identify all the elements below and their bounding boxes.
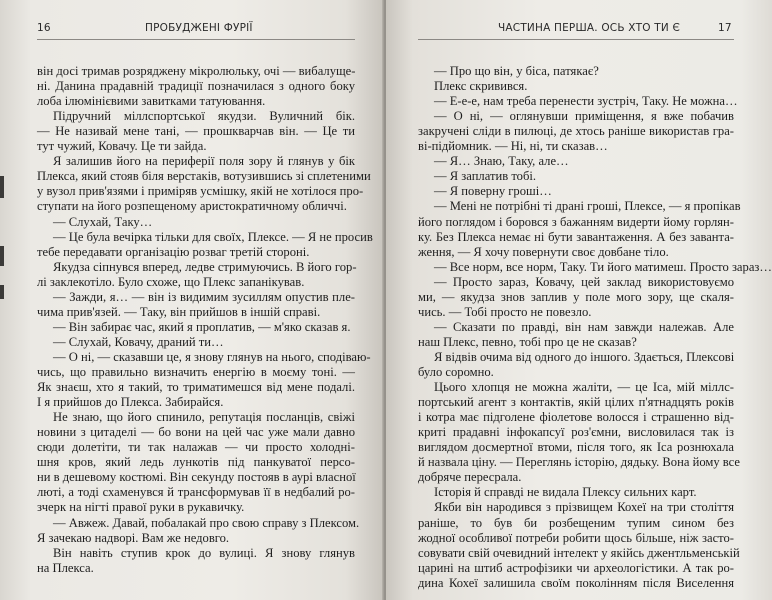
text-line: Я відвів очима від одного до іншого. Здається, Плексові (434, 349, 735, 364)
right-header-rule (418, 39, 734, 40)
text-line: ження, — Я хочу повернути своє довбане тіло. (418, 244, 669, 259)
text-line: — Слухай, Таку… (53, 214, 153, 229)
left-header-rule (37, 39, 355, 40)
text-line: ку. Без Плекса немає ні бути завантаження. А без заванта- (418, 229, 734, 244)
text-line: ми, — якудза знов заплив у поле мого зору, ще скаля- (418, 289, 734, 304)
text-line: виглядом досмертної втоми, після того, як Іса рознюхала (418, 440, 734, 455)
left-page-number: 16 (37, 22, 51, 34)
text-line: Якби він народився з прізвищем Кохеї на три століття (434, 500, 734, 515)
text-line: — Все норм, все норм, Таку. Ти його матимеш. Просто зараз… (434, 259, 772, 274)
text-line: ві-підйомник. — Ні, ні, ти сказав… (418, 139, 608, 154)
text-line: Підручний міллспортської якудзи. Вуличний бік. (53, 109, 355, 124)
text-line: — О ні, — оглянувши приміщення, я вже побачив (434, 109, 734, 124)
text-line: — Слухай, Ковачу, драний ти… (53, 334, 224, 349)
left-page (0, 0, 384, 600)
left-running-head: ПРОБУДЖЕНІ ФУРІЇ (145, 22, 253, 34)
right-running-head: ЧАСТИНА ПЕРША. ОСЬ ХТО ТИ Є (498, 22, 681, 34)
text-line: Плекса, який стояв біля верстаків, вотузившись зі сплетеними (37, 169, 371, 184)
text-line: портський агент з контактів, якій цілих п'ятнадцять років (418, 395, 734, 410)
text-line: шня кров, який ледь лункотів під панкуватої персо- (37, 455, 355, 470)
text-line: — Він забирає час, який я проплатив, — м'яко сказав я. (53, 319, 351, 334)
text-line: Якудза сіпнувся вперед, ледве стримуючись. В його гор- (53, 259, 357, 274)
text-line: наш Плекс, певно, тобі про це не сказав? (418, 334, 637, 349)
text-line: жодної особливої потреби робити щось більше, ніж засто- (418, 530, 734, 545)
text-line: лі заклекотіло. Було схоже, що Плекс запанікував. (37, 274, 305, 289)
page-edge-mark (0, 176, 4, 198)
text-line: — О ні, — сказавши це, я знову глянув на нього, сподіваю- (53, 349, 371, 364)
text-line: — Авжеж. Давай, побалакай про свою справу з Плексом. (53, 515, 360, 530)
page-edge-mark (0, 285, 4, 299)
text-line: — Е-е-е, нам треба перенести зустріч, Таку. Не можна… (434, 94, 738, 109)
text-line: Історія й справді не видала Плексу сильних карт. (434, 485, 697, 500)
text-line: І я прийшов до Плекса. Забирайся. (37, 395, 224, 410)
text-line: Він навіть ступив крок до вулиці. Я знову глянув (53, 545, 355, 560)
text-line: тебе передавати організацію розваг третій стороні. (37, 244, 310, 259)
text-line: люті, а тоді схаменувся й трансформував її в недбалий ро- (37, 485, 355, 500)
text-line: добряче пересрала. (418, 470, 522, 485)
text-line: — Я… Знаю, Таку, але… (434, 154, 569, 169)
text-line: Цього хлопця не можна жаліти, — це Іса, мій міллс- (434, 380, 734, 395)
text-line: тут чужий, Ковачу. Це ти зайда. (37, 139, 207, 154)
text-line: Не знаю, що його спинило, репутація посланців, свіжі (53, 410, 355, 425)
text-line: і котра має підголене фіолетове волосся і страшенно від- (418, 410, 734, 425)
text-line: лоба ілюмінієвими завитками татуювання. (37, 94, 266, 109)
text-line: чима прив'язей. — Таку, він прийшов в іншій справі. (37, 304, 321, 319)
text-line: сюди долетіти, ти так налажав — чи просто холодні- (37, 440, 355, 455)
text-line: ні. Данина прадавній традиції позначилася з одного боку (37, 79, 355, 94)
text-line: Я залишив його на периферії поля зору й глянув у бік (53, 154, 355, 169)
text-line: його поглядом і боровся з бажанням видерти йому горлян- (418, 214, 734, 229)
text-line: у вузол прив'язями і приміряв усмішку, якій не хотілося про- (37, 184, 364, 199)
text-line: він досі тримав розряджену мікролюльку, очі — вибалуще- (37, 64, 356, 78)
text-line: на Плекса. (37, 560, 94, 575)
text-line: дина Кохеї залишила своїм поколінням після Виселення (418, 575, 734, 590)
text-line: царині на штиб астрофізики чи археологістики. А так ро- (418, 560, 734, 575)
right-page (386, 0, 772, 600)
text-line: ни в дешевому костюмі. Він секунду постояв в аурі власної (37, 470, 356, 485)
text-line: криті прадавні інфокапсуї роз'ємни, висловилася так із (418, 425, 734, 440)
text-line: було соромно. (418, 365, 494, 379)
text-line: закручені сліди в пилюці, де хтось раніше використав гра- (418, 124, 734, 139)
text-line: — Це була вечірка тільки для своїх, Плексе. — Я не просив (53, 229, 373, 244)
right-page-number: 17 (718, 22, 732, 34)
text-line: раніше, то був би розбещеним тупим сином без (418, 515, 734, 530)
text-line: — Не називай мене тані, — прошкварчав він. — Це ти (37, 124, 355, 139)
text-line: чись, що правильно визначить енергію в моєму тоні. — (37, 365, 355, 379)
text-line: — Я поверну гроші… (434, 184, 552, 199)
text-line: Плекс скривився. (434, 79, 528, 94)
text-line: й назвала ціну. — Переглянь історію, дядьку. Вона йому все (418, 455, 740, 470)
text-line: новини з цитаделі — бо вони на цей час уже мали давно (37, 425, 355, 440)
text-line: совувати свій очевидний інтелект у якійсь джентльменській (418, 545, 740, 560)
text-line: — Сказати по правді, він нам завжди належав. Але (434, 319, 734, 334)
text-line: — Просто зараз, Ковачу, цей заклад використовуємо (434, 274, 734, 289)
text-line: Я зачекаю надворі. Вам же недовго. (37, 530, 230, 545)
text-line: — Мені не потрібні ті драні гроші, Плексе, — я пропікав (434, 199, 741, 214)
text-line: Як знаєш, хто я такий, то триматимешся від мене подалі. (37, 380, 355, 395)
text-line: зчерк на нігті правої руки в рукавичку. (37, 500, 245, 515)
text-line: — Про що він, у біса, патякає? (434, 64, 599, 78)
text-line: ступати на його розпещеному аристократичному обличчі. (37, 199, 347, 214)
text-line: — Зажди, я… — він із видимим зусиллям опустив пле- (53, 289, 355, 304)
page-edge-mark (0, 246, 4, 266)
text-line: чись. — Тобі просто не повезло. (418, 304, 592, 319)
text-line: — Я заплатив тобі. (434, 169, 537, 184)
